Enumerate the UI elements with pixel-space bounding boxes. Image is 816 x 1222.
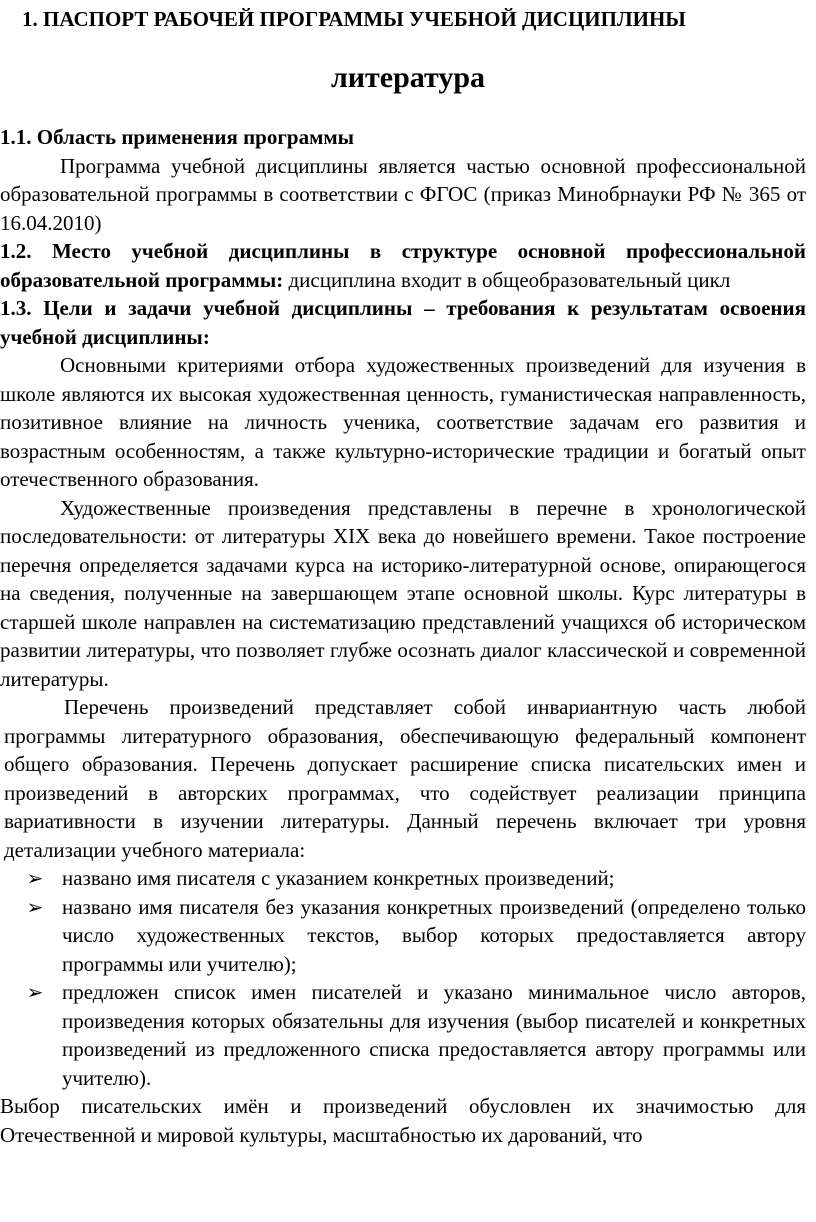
section-1-heading: 1.1. Область применения программы — [0, 125, 355, 149]
section-2-text: дисциплина входит в общеобразовательный цикл — [283, 267, 731, 292]
paragraph-chronology: Художественные произведения представлены в перечне в хронологической последовательности: от литературы XIX века до новейшего времени. Такое построение перечня определяется задачами курса на историко-литературной основе, опирающегося на сведения, полученные на завершающем этапе основной школы. Курс литературы в старшей школе направлен на систематизацию представлений учащихся об историческом развитии литературы, что позволяет глубже осознать диалог классической и современной литературы. — [0, 495, 806, 691]
paragraph-selection: Выбор писательских имён и произведений обусловлен их значимостью для Отечественной и мировой культуры, масштабностью их дарований, что — [0, 1094, 806, 1147]
section-2-paragraph — [0, 237, 806, 294]
list-item-text: названо имя писателя с указанием конкретных произведений; — [62, 866, 615, 890]
paragraph-invariant: Перечень произведений представляет собой инвариантную часть любой программы литературного образования, обеспечивающую федеральный компонент общего образования. Перечень допускает расширение списка писательских имен и произведений в авторских программах, что содействует реализации принципа вариативности в изучении литературы. Данный перечень включает три уровня детализации учебного материала: — [4, 695, 806, 862]
arrow-bullet-icon: ➢ — [26, 894, 44, 919]
list-item-text: названо имя писателя без указания конкретных произведений (определено только число художественных текстов, выбор которых предоставляется автору программы или учителю); — [62, 894, 806, 976]
document-title: 1. ПАСПОРТ РАБОЧЕЙ ПРОГРАММЫ УЧЕБНОЙ ДИСЦИПЛИНЫ — [22, 7, 686, 31]
paragraph-criteria: Основными критериями отбора художественных произведений для изучения в школе являются их высокая художественная ценность, гуманистическая направленность, позитивное влияние на личность ученика, соответствие задачам его развития и возрастным особенностям, а также культурно-исторические традиции и богатый опыт отечественного образования. — [0, 353, 806, 491]
list-item — [0, 978, 806, 1092]
section-3-heading: 1.3. Цели и задачи учебной дисциплины – требования к результатам освоения учебной дисциплины: — [0, 296, 806, 349]
section-2-heading: 1.2. Место учебной дисциплины в структуре основной профессиональной образовательной программы: — [0, 239, 806, 292]
arrow-bullet-icon: ➢ — [26, 980, 44, 1004]
list-item-text: предложен список имен писателей и указано минимальное число авторов, произведения которых обязательны для изучения (выбор писателей и конкретных произведений из предложенного списка предоставляется автору программы или учителю). — [62, 980, 806, 1090]
arrow-bullet-icon: ➢ — [26, 866, 44, 890]
section-1-text: Программа учебной дисциплины является частью основной профессиональной образовательной программы в соответствии с ФГОС (приказ Минобрнауки РФ № 365 от 16.04.2010) — [0, 153, 806, 235]
detail-levels-list — [0, 864, 806, 1092]
subject-title: литература — [330, 61, 486, 94]
list-item — [0, 893, 806, 979]
document-body — [0, 123, 806, 1149]
list-item — [0, 864, 806, 893]
